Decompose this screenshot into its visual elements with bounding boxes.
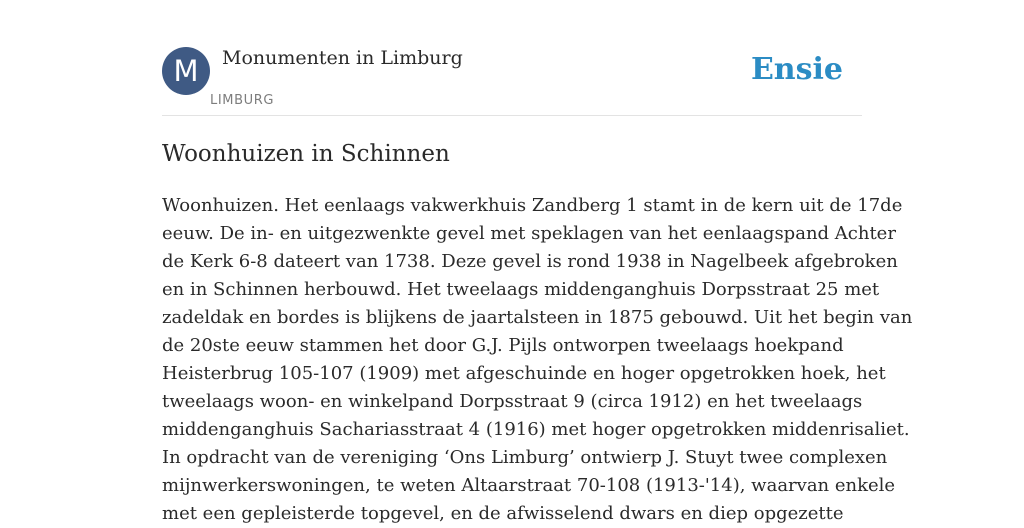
article-line: tweelaags woon- en winkelpand Dorpsstraat 9 (circa 1912) en het tweelaags	[162, 391, 863, 412]
article-line: zadeldak en bordes is blijkens de jaartalsteen in 1875 gebouwd. Uit het begin van	[162, 307, 913, 328]
ensie-logo[interactable]: Ensie	[750, 52, 843, 87]
article-line: Woonhuizen. Het eenlaags vakwerkhuis Zandberg 1 stamt in de kern uit de 17de	[162, 195, 903, 216]
article-title: Woonhuizen in Schinnen	[162, 141, 450, 167]
site-title[interactable]: Monumenten in Limburg	[222, 47, 463, 69]
article-line: met een gepleisterde topgevel, en de afwisselend dwars en diep opgezette	[162, 503, 844, 524]
article-body	[162, 192, 913, 528]
header-divider	[162, 115, 862, 116]
article-line: eeuw. De in- en uitgezwenkte gevel met speklagen van het eenlaagspand Achter	[162, 223, 896, 244]
article-line: Heisterbrug 105-107 (1909) met afgeschuinde en hoger opgetrokken hoek, het	[162, 363, 886, 384]
article-line: en in Schinnen herbouwd. Het tweelaags middenganghuis Dorpsstraat 25 met	[162, 279, 880, 300]
article-line: de Kerk 6-8 dateert van 1738. Deze gevel is rond 1938 in Nagelbeek afgebroken	[162, 251, 898, 272]
article-line: In opdracht van de vereniging ‘Ons Limburg’ ontwierp J. Stuyt twee complexen	[162, 447, 888, 468]
category-label[interactable]: LIMBURG	[210, 93, 275, 108]
article-line: middenganghuis Sachariasstraat 4 (1916) met hoger opgetrokken middenrisaliet.	[162, 419, 910, 440]
avatar[interactable]: M	[162, 47, 210, 95]
article-line: de 20ste eeuw stammen het door G.J. Pijls ontworpen tweelaags hoekpand	[162, 335, 844, 356]
article-line: mijnwerkerswoningen, te weten Altaarstraat 70-108 (1913-'14), waarvan enkele	[162, 475, 896, 496]
